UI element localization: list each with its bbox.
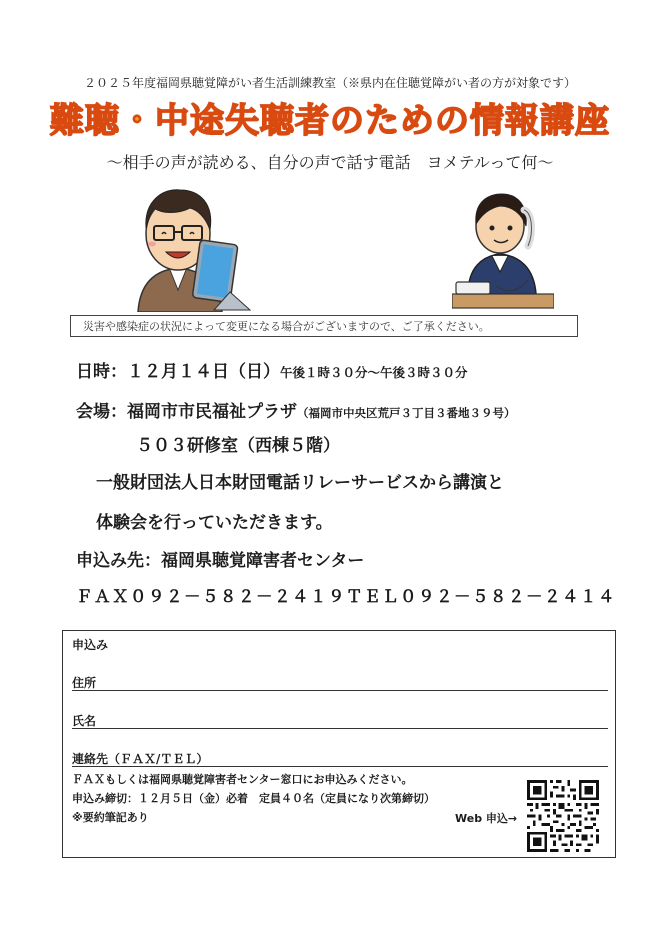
woman-on-phone-illustration <box>452 182 554 310</box>
page-subtitle: ～相手の声が読める、自分の声で話す電話 ヨメテルって何～ <box>106 153 554 172</box>
name-field-line[interactable] <box>72 728 608 729</box>
form-note-1: ＦＡＸもしくは福岡県聴覚障害者センター窓口にお申込みください。 <box>72 773 413 786</box>
description-line-2: 体験会を行っていただきます。 <box>96 513 333 533</box>
datetime-time: 午後１時３０分～午後３時３０分 <box>280 365 468 380</box>
application-destination: 申込み先：福岡県聴覚障害者センター <box>76 551 365 571</box>
contact-field-line[interactable] <box>72 766 608 767</box>
web-apply-label: Web 申込→ <box>455 812 518 825</box>
form-note-2: 申込み締切：１２月５日（金）必着 定員４０名（定員になり次第締切） <box>72 792 435 805</box>
form-note-3: ※要約筆記あり <box>72 811 149 824</box>
venue-room: ５０３研修室（西棟５階） <box>136 436 340 456</box>
event-series-caption: ２０２５年度福岡県聴覚障がい者生活訓練教室（※県内在住聴覚障がい者の方が対象です） <box>83 76 576 90</box>
contact-label: 連絡先（ＦＡＸ/ＴＥＬ） <box>72 752 209 766</box>
venue-label: 会場：福岡市市民福祉プラザ <box>76 402 297 422</box>
man-with-tablet-illustration <box>118 178 258 312</box>
address-label: 住所 <box>72 676 97 690</box>
name-label: 氏名 <box>72 714 97 728</box>
form-heading: 申込み <box>72 638 109 652</box>
contact-numbers: ＦＡＸ０９２－５８２－２４１９ＴＥＬ０９２－５８２－２４１４ <box>76 587 616 606</box>
venue-row <box>76 397 516 422</box>
address-field-line[interactable] <box>72 690 608 691</box>
page-title: 難聴・中途失聴者のための情報講座 <box>50 101 610 141</box>
datetime-label: 日時：１２月１４日（日） <box>76 362 280 382</box>
venue-address: （福岡市中央区荒戸３丁目３番地３９号） <box>297 406 516 420</box>
datetime-row <box>76 357 468 382</box>
qr-code[interactable] <box>527 780 599 852</box>
description-line-1: 一般財団法人日本財団電話リレーサービスから講演と <box>96 473 504 493</box>
notice-box: 災害や感染症の状況によって変更になる場合がございますので、ご了承ください。 <box>70 315 578 337</box>
